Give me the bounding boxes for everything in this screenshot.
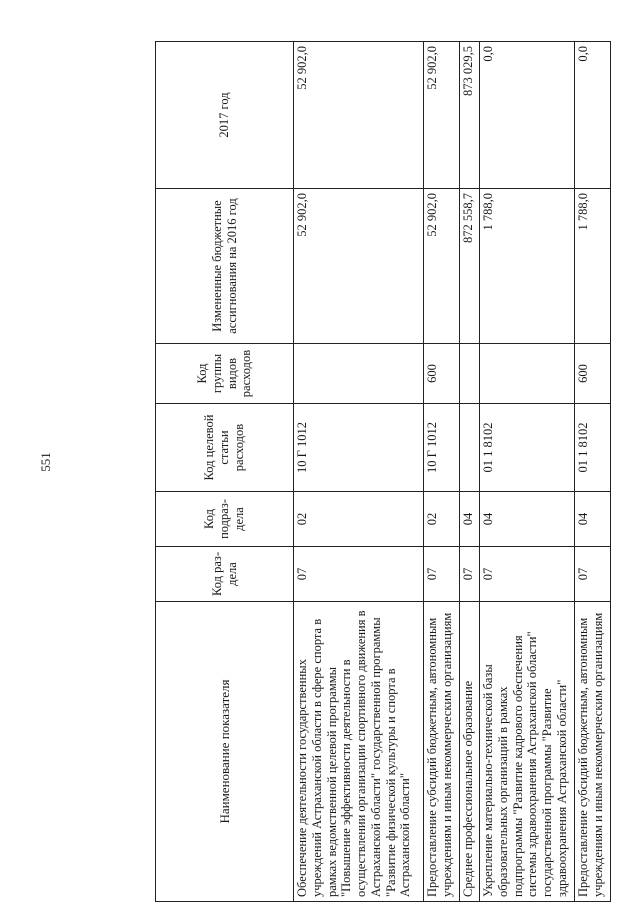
cell-2017: 873 029,5 [460, 42, 480, 189]
cell-name: Предоставление субсидий бюджетным, автономным учреждениям и иным некоммерческим организациям [575, 602, 611, 902]
cell-2017: 0,0 [480, 42, 575, 189]
cell-2017: 0,0 [575, 42, 611, 189]
cell-vid [460, 344, 480, 404]
cell-vid [480, 344, 575, 404]
cell-razdel: 07 [575, 547, 611, 602]
col-header-razdel: Код раз- дела [156, 547, 294, 602]
cell-razdel: 07 [294, 547, 424, 602]
cell-vid: 600 [575, 344, 611, 404]
table-row [480, 42, 575, 902]
cell-statya: 01 1 8102 [575, 404, 611, 492]
budget-table [155, 41, 611, 902]
cell-changed: 52 902,0 [294, 189, 424, 344]
cell-vid [294, 344, 424, 404]
cell-changed: 1 788,0 [575, 189, 611, 344]
cell-podrazdel: 02 [294, 492, 424, 547]
table-row [575, 42, 611, 902]
table-row [424, 42, 460, 902]
cell-statya: 10 Г 1012 [294, 404, 424, 492]
cell-2017: 52 902,0 [424, 42, 460, 189]
cell-statya [460, 404, 480, 492]
cell-name: Предоставление субсидий бюджетным, автономным учреждениям и иным некоммерческим организациям [424, 602, 460, 902]
table-row [294, 42, 424, 902]
cell-changed: 872 558,7 [460, 189, 480, 344]
cell-razdel: 07 [424, 547, 460, 602]
header-row [156, 42, 294, 902]
cell-razdel: 07 [460, 547, 480, 602]
cell-statya: 10 Г 1012 [424, 404, 460, 492]
cell-changed: 52 902,0 [424, 189, 460, 344]
cell-statya: 01 1 8102 [480, 404, 575, 492]
cell-changed: 1 788,0 [480, 189, 575, 344]
cell-vid: 600 [424, 344, 460, 404]
col-header-changed: Измененные бюджетные ассигнования на 2016 год [156, 189, 294, 344]
cell-podrazdel: 04 [575, 492, 611, 547]
page-number: 551 [38, 452, 53, 472]
cell-name: Обеспечение деятельности государственных учреждений Астраханской области в сфере спорта в рамках ведомственной целевой программы "Повышение эффективности деятельности в осуществлении организации спортивного движения в Астраханской области" государственной программы "Развитие физической культуры и спорта в Астраханской области" [294, 602, 424, 902]
table-row [460, 42, 480, 902]
cell-name: Среднее профессиональное образование [460, 602, 480, 902]
cell-podrazdel: 04 [480, 492, 575, 547]
cell-razdel: 07 [480, 547, 575, 602]
cell-podrazdel: 04 [460, 492, 480, 547]
col-header-name: Наименование показателя [156, 602, 294, 902]
col-header-2017: 2017 год [156, 42, 294, 189]
col-header-statya: Код целевой статьи расходов [156, 404, 294, 492]
cell-podrazdel: 02 [424, 492, 460, 547]
col-header-vid: Код группы видов расходов [156, 344, 294, 404]
cell-name: Укрепление материально-технической базы образовательных организаций в рамках подпрограммы "Развитие кадрового обеспечения системы здравоохранения Астраханской области" государственной программы "Развитие здравоохранения Астраханской области" [480, 602, 575, 902]
budget-table-frame [155, 42, 605, 902]
col-header-podrazdel: Код подраз- дела [156, 492, 294, 547]
cell-2017: 52 902,0 [294, 42, 424, 189]
